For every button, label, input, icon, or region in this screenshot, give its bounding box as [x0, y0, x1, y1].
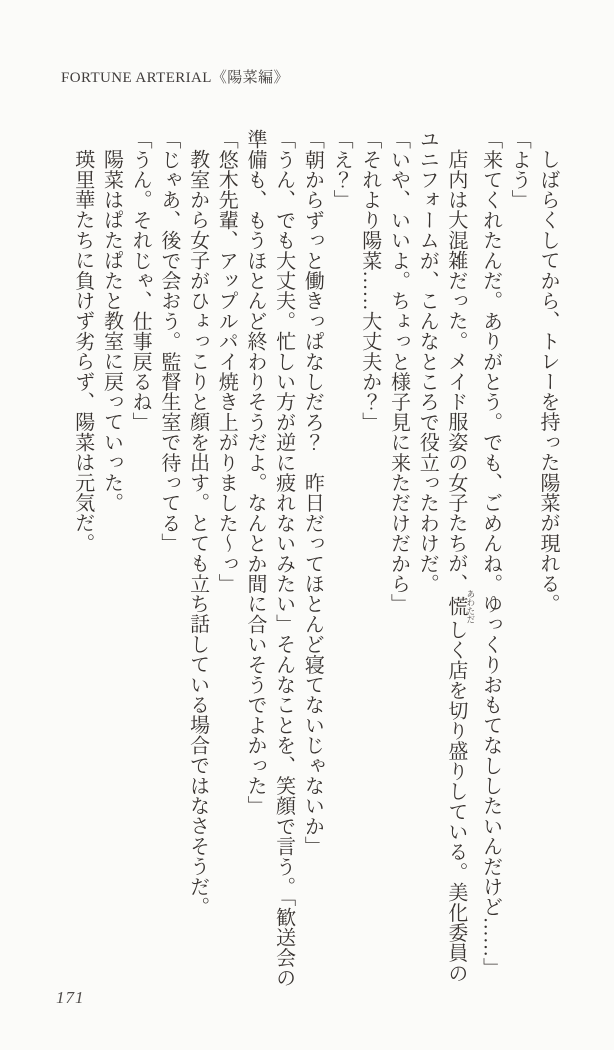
paragraph: 「え？」: [330, 129, 353, 210]
paragraph: 「よう」: [508, 129, 531, 210]
paragraph: 教室から女子がひょっこりと顔を出す。とても立ち話している場合ではなさそうだ。: [186, 149, 209, 917]
paragraph: 「朝からずっと働きっぱなしだろ？ 昨日だってほとんど寝てないじゃないか」: [301, 129, 324, 857]
paragraph: 「悠木先輩、アップルパイ焼き上がりました～っ」: [215, 129, 238, 594]
paragraph: 瑛里華たちに負けず劣らず、陽菜は元気だ。: [71, 149, 94, 553]
paragraph: 「それより陽菜……大丈夫か？」: [358, 129, 381, 432]
paragraph: 「来てくれたんだ。ありがとう。でも、ごめんね。ゆっくりおもてなししたいんだけど……」: [479, 129, 502, 978]
main-text: [68, 129, 562, 1001]
paragraph: 陽菜はぱたぱたと教室に戻っていった。: [100, 149, 123, 513]
paragraph: しばらくしてから、トレーを持った陽菜が現れる。: [537, 149, 559, 614]
running-header: FORTUNE ARTERIAL《陽菜編》: [61, 70, 289, 86]
paragraph: 「じゃあ、後で会おう。監督生室で待ってる」: [157, 129, 180, 554]
ruby-annotated-text: 慌 あわただ: [444, 589, 476, 624]
paragraph: 「うん、でも大丈夫。忙しい方が逆に疲れないみたい」そんなことを、笑顔で言う。「歓送会の準備も、もうほとんど終わりそうだよ。なんとか間に合いそうでよかった」: [243, 129, 295, 988]
paragraph: 「うん。それじゃ、仕事戻るね」: [129, 129, 152, 432]
page-number: 171: [56, 988, 85, 1007]
paragraph: 「いや、いいよ。ちょっと様子見に来ただけだから」: [387, 129, 410, 614]
paragraph: 店内は大混雑だった。メイド服姿の女子たちが、慌 あわただしく店を切り盛りしている。美化委員のユニフォームが、こんなところで役立ったわけだ。: [416, 129, 476, 983]
